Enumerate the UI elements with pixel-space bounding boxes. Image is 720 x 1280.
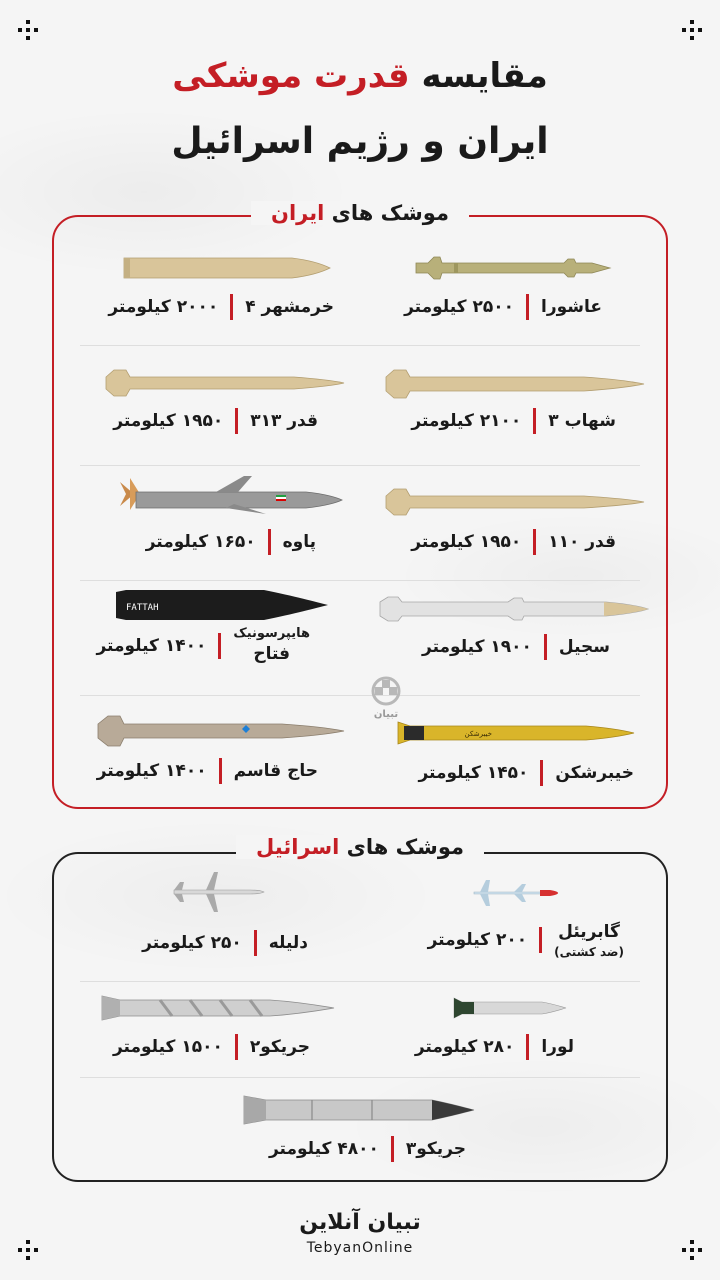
missile-name: لورا [541,1037,574,1057]
missile-label-hajqasem [97,758,318,784]
missile-range: ۱۶۵۰ کیلومتر [145,532,256,552]
hajqasem-missile-icon [96,714,346,748]
missile-note: (ضد کشتی) [554,945,624,959]
missile-range: ۴۸۰۰ کیلومتر [268,1139,379,1159]
page-title-line1 [0,48,720,104]
watermark-text: تبیان [373,709,399,720]
missile-name: دلیله [268,933,308,953]
missile-range: ۱۴۰۰ کیلومتر [96,636,207,656]
fattah-hypersonic-missile-icon [114,588,330,622]
khorramshahr-missile-icon [122,254,332,282]
missile-name: قدر ۳۱۳ [250,411,318,431]
missile-range: ۲۰۰۰ کیلومتر [108,297,219,317]
separator-bar [544,634,547,660]
missile-label-fattah [96,626,310,666]
separator-bar [526,294,529,320]
logo-english-text: TebyanOnline [306,1240,414,1256]
missile-label-jericho3 [269,1136,466,1162]
jericho3-missile-icon [242,1094,476,1126]
missile-name-main: فتاح [253,644,291,664]
missile-range: ۱۹۵۰ کیلومتر [113,411,224,431]
missile-range: ۱۴۰۰ کیلومتر [96,761,207,781]
missile-label-shahab3 [411,408,616,434]
tebyan-watermark-icon [371,676,401,706]
separator-bar [235,1034,238,1060]
title-part1: مقایسه [421,56,548,96]
iran-section-title [0,198,720,228]
divider [80,345,640,346]
separator-bar [219,758,222,784]
corner-ornament-top-left [18,20,38,40]
missile-label-khorramshahr [108,294,334,320]
logo-persian-text: تبیان آنلاین [299,1210,421,1235]
missile-name: شهاب ۳ [548,411,616,431]
israel-title-highlight: اسرائیل [256,835,340,859]
missile-range: ۲۰۰ کیلومتر [427,930,528,950]
tebyan-watermark [364,676,408,720]
jericho2-missile-icon [100,992,336,1024]
page-title-line2: ایران و رژیم اسرائیل [171,121,549,162]
divider [80,695,640,696]
israel-title-prefix: موشک های [346,835,464,859]
ashoura-missile-icon [414,254,612,282]
kheibarshekan-missile-icon [396,718,636,748]
missile-label-sejjil [422,634,610,660]
kheibarshekan-body-text: خیبرشکن [464,730,492,738]
missile-name [233,626,310,666]
divider [80,1077,640,1078]
missile-name: خیبرشکن [555,763,634,783]
missile-range: ۱۹۵۰ کیلومتر [411,532,522,552]
missile-label-ghadr313 [113,408,318,434]
missile-name: قدر ۱۱۰ [548,532,616,552]
missile-label-ghadr110 [411,529,616,555]
missile-name: عاشورا [541,297,602,317]
missile-range: ۲۱۰۰ کیلومتر [411,411,522,431]
missile-name-main: گابریئل [558,922,620,942]
ghadr313-missile-icon [104,368,346,398]
tebyan-online-logo[interactable] [0,1208,720,1258]
missile-name-sup: هایپرسونیک [233,626,310,641]
missile-label-paveh [146,529,316,555]
separator-bar [254,930,257,956]
missile-name [554,920,624,960]
separator-bar [268,529,271,555]
missile-name: حاج قاسم [233,761,318,781]
separator-bar [540,760,543,786]
separator-bar [539,927,542,953]
missile-range: ۱۴۵۰ کیلومتر [418,763,529,783]
missile-range: ۲۵۰ کیلومتر [142,933,242,953]
sejjil-missile-icon [378,595,650,623]
missile-name: سجیل [558,637,610,657]
divider [80,580,640,581]
missile-label-kheibarshekan [418,760,634,786]
missile-label-ashoura [404,294,602,320]
iran-title-prefix: موشک های [331,201,449,225]
separator-bar [526,1034,529,1060]
title-highlight: قدرت موشکی [172,56,410,96]
gabriel-missile-icon [470,876,560,910]
corner-ornament-top-right [682,20,702,40]
israel-section-title [0,832,720,862]
delilah-missile-icon [170,870,266,914]
missile-range: ۲۵۰۰ کیلومتر [404,297,514,317]
separator-bar [218,633,221,659]
missile-name: پاوه [282,532,316,552]
lora-missile-icon [452,994,568,1022]
missile-range: ۲۸۰ کیلومتر [414,1037,515,1057]
missile-name: جریکو۳ [405,1139,466,1159]
missile-range: ۱۵۰۰ کیلومتر [112,1037,223,1057]
divider [80,465,640,466]
ghadr110-missile-icon [384,487,646,517]
separator-bar [230,294,233,320]
shahab3-missile-icon [384,368,646,400]
missile-name: جریکو۲ [249,1037,310,1057]
separator-bar [235,408,238,434]
separator-bar [533,408,536,434]
fattah-body-text: FATTAH [126,603,159,613]
missile-label-gabriel [428,920,624,960]
missile-label-delilah [142,930,308,956]
separator-bar [391,1136,394,1162]
iran-title-highlight: ایران [271,201,325,225]
paveh-cruise-missile-icon [116,474,344,520]
missile-label-jericho2 [113,1034,310,1060]
separator-bar [533,529,536,555]
divider [80,981,640,982]
missile-label-lora [415,1034,574,1060]
missile-name: خرمشهر ۴ [245,297,334,317]
missile-range: ۱۹۰۰ کیلومتر [422,637,532,657]
